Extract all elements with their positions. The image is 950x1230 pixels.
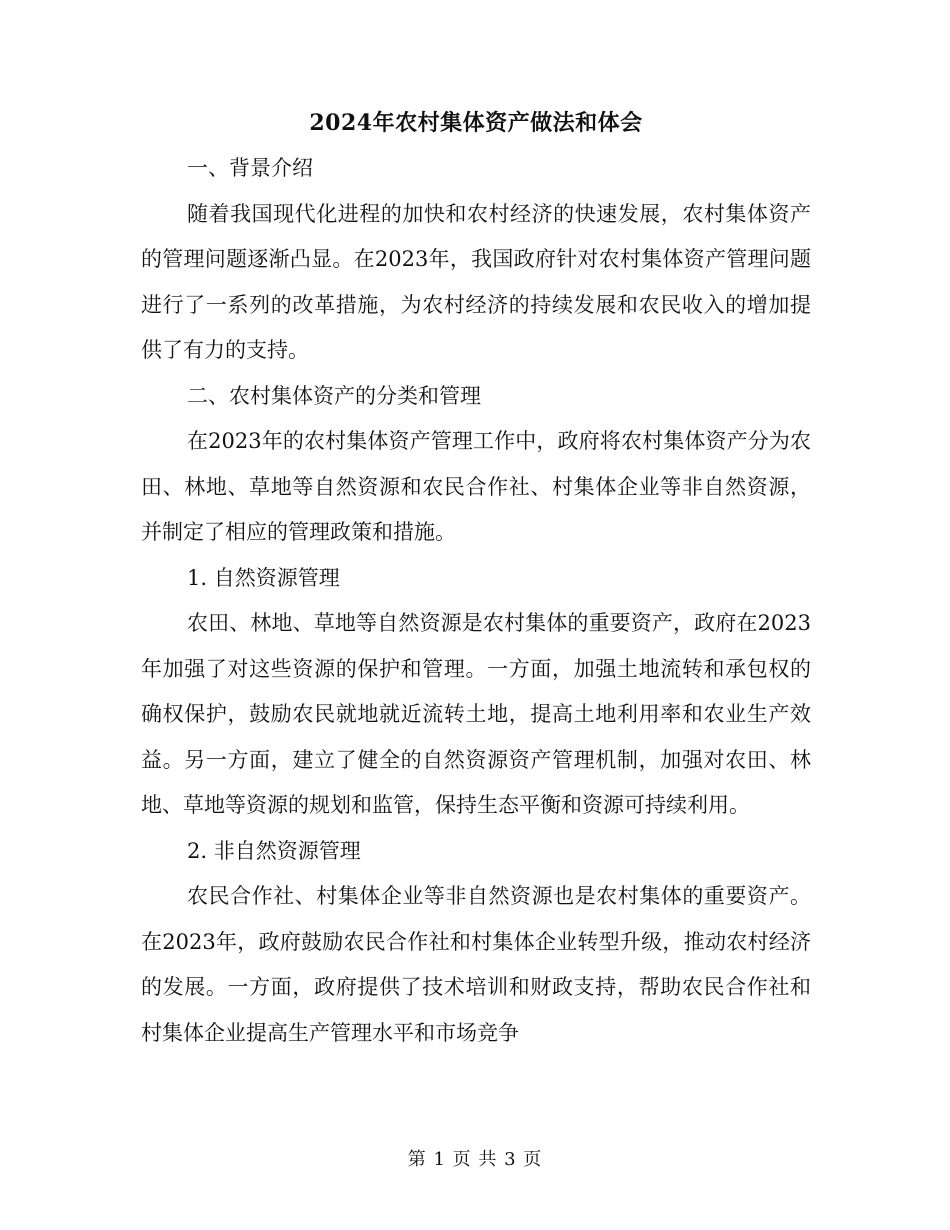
paragraph-non-natural-resources: 农民合作社、村集体企业等非自然资源也是农村集体的重要资产。在2023年，政府鼓励农民合作社和村集体企业转型升级，推动农村经济的发展。一方面，政府提供了技术培训和财政支持，帮助农民合作社和村集体企业提高生产管理水平和市场竞争 <box>141 884 811 1045</box>
section-heading-background: 一、背景介绍 <box>187 156 313 180</box>
section-heading-classification: 二、农村集体资产的分类和管理 <box>187 383 481 408</box>
paragraph-classification: 在2023年的农村集体资产管理工作中，政府将农村集体资产分为农田、林地、草地等自然资源和农民合作社、村集体企业等非自然资源，并制定了相应的管理政策和措施。 <box>141 429 811 544</box>
paragraph-background: 随着我国现代化进程的加快和农村经济的快速发展，农村集体资产的管理问题逐渐凸显。在2023年，我国政府针对农村集体资产管理问题进行了一系列的改革措施，为农村经济的持续发展和农民收入的增加提供了有力的支持。 <box>141 201 811 362</box>
document-body <box>141 100 811 1056</box>
subheading-non-natural-resources: 2. 非自然资源管理 <box>187 838 361 863</box>
page-number-footer: 第 1 页 共 3 页 <box>407 1149 543 1170</box>
subheading-natural-resources: 1. 自然资源管理 <box>187 565 340 590</box>
paragraph-natural-resources: 农田、林地、草地等自然资源是农村集体的重要资产，政府在2023年加强了对这些资源的保护和管理。一方面，加强土地流转和承包权的确权保护，鼓励农民就地就近流转土地，提高土地利用率和农业生产效益。另一方面，建立了健全的自然资源资产管理机制，加强对农田、林地、草地等资源的规划和监管，保持生态平衡和资源可持续利用。 <box>141 611 811 817</box>
document-title: 2024年农村集体资产做法和体会 <box>309 110 643 136</box>
